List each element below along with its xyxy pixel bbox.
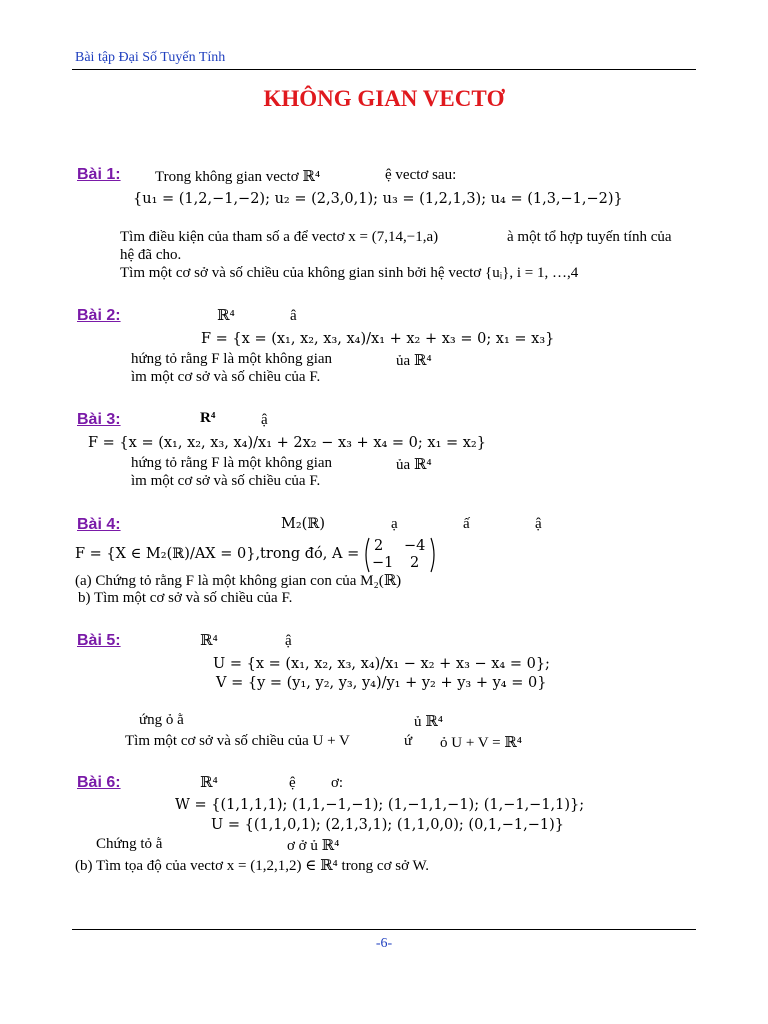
bai-2-frag-1: ℝ⁴ <box>217 308 235 324</box>
matrix-a22: 2 <box>410 555 420 571</box>
bai-6-label: Bài 6: <box>77 774 121 791</box>
bai-1-line-3b: à một tổ hợp tuyến tính của <box>507 229 672 245</box>
bai-1-line-5: Tìm một cơ sở và số chiều của không gian sinh bởi hệ vectơ {uᵢ}, i = 1, …,4 <box>120 265 579 281</box>
running-title: Bài tập Đại Số Tuyến Tính <box>75 50 226 65</box>
bai-3-line-2b: ủa ℝ⁴ <box>396 457 432 473</box>
bai-6-frag-1: ℝ⁴ <box>200 775 218 791</box>
bai-4-line-2: (a) Chứng tỏ rằng F là một không gian con của M₂(ℝ) <box>75 573 402 589</box>
bai-6-line-3a: Chứng tỏ ằ <box>96 836 163 852</box>
bai-5-set-u: U = {x = (x₁, x₂, x₃, x₄)/x₁ − x₂ + x₃ − x₄ = 0}; <box>213 656 550 672</box>
bai-2-frag-2: â <box>290 308 297 324</box>
bai-5-label: Bài 5: <box>77 632 121 649</box>
bai-5-set-v: V = {y = (y₁, y₂, y₃, y₄)/y₁ + y₂ + y₃ + y₄ = 0} <box>216 675 547 691</box>
bai-3-label: Bài 3: <box>77 411 121 428</box>
bai-5-line-4c: ỏ U + V = ℝ⁴ <box>440 735 522 751</box>
bai-4-label: Bài 4: <box>77 516 121 533</box>
bai-6-set-u: U = {(1,1,0,1); (2,1,3,1); (1,1,0,0); (0,1,−1,−1)} <box>211 817 564 833</box>
header-rule <box>72 69 696 70</box>
bai-4-line-1: F = {X ∈ M₂(ℝ)/AX = 0},trong đó, A = <box>75 546 360 562</box>
bai-3-frag-1: R⁴ <box>200 410 216 426</box>
matrix-a12: −4 <box>404 538 426 554</box>
bai-4-line-3: b) Tìm một cơ sở và số chiều của F. <box>78 590 293 606</box>
bai-2-line-2b: ủa ℝ⁴ <box>396 353 432 369</box>
bai-2-label: Bài 2: <box>77 307 121 324</box>
bai-6-set-w: W = {(1,1,1,1); (1,1,−1,−1); (1,−1,1,−1); (1,−1,−1,1)}; <box>175 797 585 813</box>
bai-4-matrix-a <box>362 536 438 574</box>
bai-6-frag-3: ơ: <box>331 775 344 791</box>
bai-5-frag-2: ậ <box>285 633 292 649</box>
page-number: -6- <box>375 936 393 951</box>
bai-6-line-4: (b) Tìm tọa độ của vectơ x = (1,2,1,2) ∈ ℝ⁴ trong cơ sở W. <box>75 858 430 874</box>
bai-2-set-definition: F = {x = (x₁, x₂, x₃, x₄)/x₁ + x₂ + x₃ = 0; x₁ = x₃} <box>201 331 555 347</box>
bai-1-line-1: Trong không gian vectơ ℝ⁴ <box>155 169 321 185</box>
bai-1-line-4: hệ đã cho. <box>120 247 182 263</box>
bai-5-line-4a: Tìm một cơ sở và số chiều của U + V <box>125 733 350 749</box>
bai-5-line-4b: ứ <box>404 733 413 749</box>
bai-6-line-3b: ơ ở ủ ℝ⁴ <box>287 838 340 854</box>
bai-3-line-3: ìm một cơ sở và số chiều của F. <box>131 473 321 489</box>
bai-4-frag-3: ấ <box>463 516 470 532</box>
matrix-a21: −1 <box>372 555 394 571</box>
bai-2-line-2a: hứng tỏ rằng F là một không gian <box>131 351 333 367</box>
bai-1-vector-system: {u₁ = (1,2,−1,−2); u₂ = (2,3,0,1); u₃ = (1,2,1,3); u₄ = (1,3,−1,−2)} <box>133 191 623 207</box>
bai-1-label: Bài 1: <box>77 166 121 183</box>
bai-1-line-3a: Tìm điều kiện của tham số a để vectơ x = (7,14,−1,a) <box>120 229 439 245</box>
bai-2-line-3: ìm một cơ sở và số chiều của F. <box>131 369 321 385</box>
bai-5-line-3b: ủ ℝ⁴ <box>414 714 443 730</box>
bai-6-frag-2: ệ <box>289 775 296 791</box>
bai-3-set-definition: F = {x = (x₁, x₂, x₃, x₄)/x₁ + 2x₂ − x₃ + x₄ = 0; x₁ = x₂} <box>88 435 486 451</box>
page-title: KHÔNG GIAN VECTƠ <box>263 86 505 111</box>
bai-4-frag-4: ậ <box>535 516 542 532</box>
bai-5-line-3a: ứng ỏ ằ <box>139 712 184 728</box>
bai-1-line-1-tail: ệ vectơ sau: <box>385 167 457 183</box>
bai-5-frag-1: ℝ⁴ <box>200 633 218 649</box>
bai-3-line-2a: hứng tỏ rằng F là một không gian <box>131 455 333 471</box>
bai-4-frag-2: ạ <box>391 516 398 532</box>
bai-4-frag-1: M₂(ℝ) <box>281 516 326 532</box>
bai-3-frag-2: ậ <box>261 412 268 428</box>
footer-rule <box>72 929 696 930</box>
matrix-a11: 2 <box>374 538 384 554</box>
